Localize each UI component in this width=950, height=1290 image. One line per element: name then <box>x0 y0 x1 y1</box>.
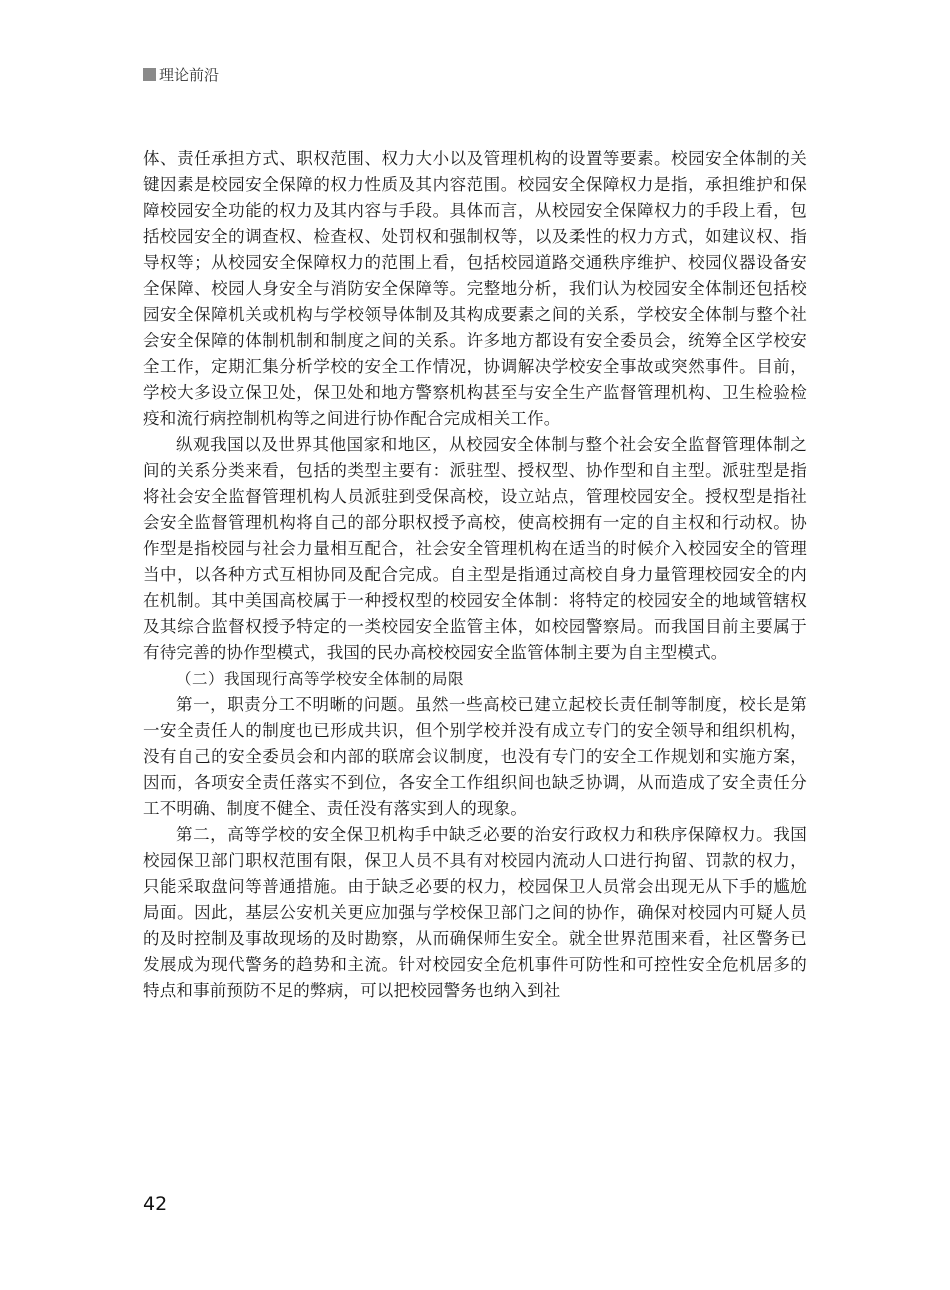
section-title: 理论前沿 <box>159 66 220 84</box>
paragraph-second-issue: 第二，高等学校的安全保卫机构手中缺乏必要的治安行政权力和秩序保障权力。我国校园保卫部门职权范围有限，保卫人员不具有对校园内流动人口进行拘留、罚款的权力，只能采取盘问等普通措施。由于缺乏必要的权力，校园保卫人员常会出现无从下手的尴尬局面。因此，基层公安机关更应加强与学校保卫部门之间的协作，确保对校园内可疑人员的及时控制及事故现场的及时勘察，从而确保师生安全。就全世界范围来看，社区警务已发展成为现代警务的趋势和主流。针对校园安全危机事件可防性和可控性安全危机居多的特点和事前预防不足的弊病，可以把校园警务也纳入到社 <box>143 825 807 1000</box>
section-marker-icon <box>143 68 156 81</box>
paragraph-first-issue: 第一，职责分工不明晰的问题。虽然一些高校已建立起校长责任制等制度，校长是第一安全责任人的制度也已形成共识，但个别学校并没有成立专门的安全领导和组织机构，没有自己的安全委员会和内部的联席会议制度，也没有专门的安全工作规划和实施方案，因而，各项安全责任落实不到位，各安全工作组织间也缺乏协调，从而造成了安全责任分工不明确、制度不健全、责任没有落实到人的现象。 <box>143 695 807 818</box>
paragraph-continuation: 体、责任承担方式、职权范围、权力大小以及管理机构的设置等要素。校园安全体制的关键因素是校园安全保障的权力性质及其内容范围。校园安全保障权力是指，承担维护和保障校园安全功能的权力及其内容与手段。具体而言，从校园安全保障权力的手段上看，包括校园安全的调查权、检查权、处罚权和强制权等，以及柔性的权力方式，如建议权、指导权等；从校园安全保障权力的范围上看，包括校园道路交通秩序维护、校园仪器设备安全保障、校园人身安全与消防安全保障等。完整地分析，我们认为校园安全体制还包括校园安全保障机关或机构与学校领导体制及其构成要素之间的关系，学校安全体制与整个社会安全保障的体制机制和制度之间的关系。许多地方都设有安全委员会，统筹全区学校安全工作，定期汇集分析学校的安全工作情况，协调解决学校安全事故或突然事件。目前，学校大多设立保卫处，保卫处和地方警察机构甚至与安全生产监督管理机构、卫生检验检疫和流行病控制机构等之间进行协作配合完成相关工作。 <box>143 149 807 428</box>
paragraph-classification: 纵观我国以及世界其他国家和地区，从校园安全体制与整个社会安全监督管理体制之间的关系分类来看，包括的类型主要有：派驻型、授权型、协作型和自主型。派驻型是指将社会安全监督管理机构人员派驻到受保高校，设立站点，管理校园安全。授权型是指社会安全监督管理机构将自己的部分职权授予高校，使高校拥有一定的自主权和行动权。协作型是指校园与社会力量相互配合，社会安全管理机构在适当的时候介入校园安全的管理当中，以各种方式互相协同及配合完成。自主型是指通过高校自身力量管理校园安全的内在机制。其中美国高校属于一种授权型的校园安全体制：将特定的校园安全的地域管辖权及其综合监督权授予特定的一类校园安全监管主体，如校园警察局。而我国目前主要属于有待完善的协作型模式，我国的民办高校校园安全监管体制主要为自主型模式。 <box>143 435 807 662</box>
running-header <box>143 64 219 85</box>
page-number: 42 <box>143 1193 168 1215</box>
article-body <box>143 146 807 1004</box>
section-subheading: （二）我国现行高等学校安全体制的局限 <box>176 670 465 688</box>
